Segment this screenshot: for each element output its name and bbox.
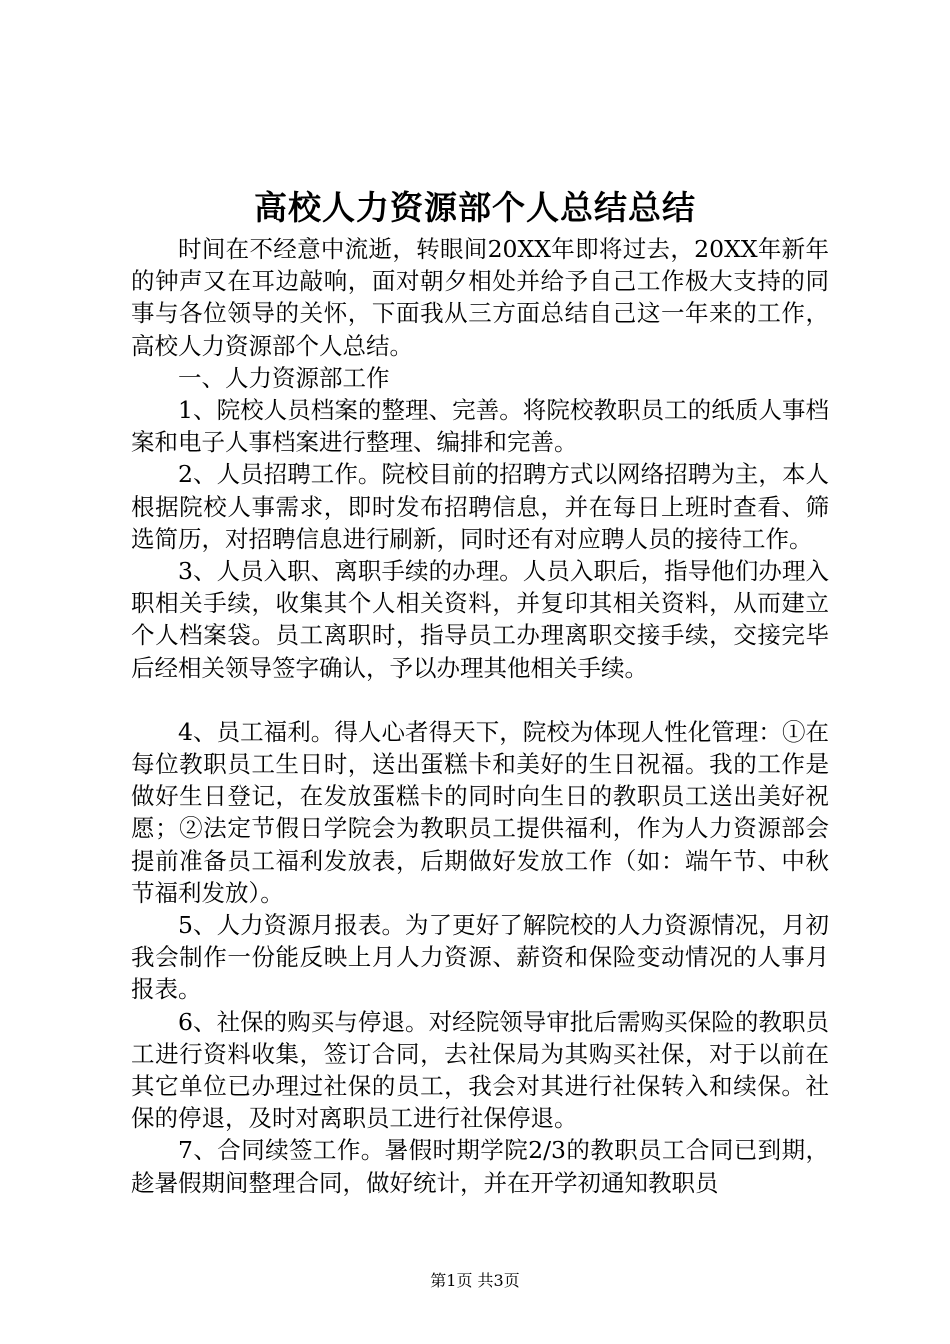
paragraph-item-1: 1、院校人员档案的整理、完善。将院校教职员工的纸质人事档案和电子人事档案进行整理、编排和完善。 — [131, 396, 829, 457]
paragraph-item-7: 7、合同续签工作。暑假时期学院2/3的教职员工合同已到期，趁暑假期间整理合同，做好统计，并在开学初通知教职员 — [131, 1136, 829, 1197]
page-number-footer: 第1页 共3页 — [430, 1271, 520, 1290]
paragraph-item-3: 3、人员入职、离职手续的办理。人员入职后，指导他们办理入职相关手续，收集其个人相关资料，并复印其相关资料，从而建立个人档案袋。员工离职时，指导员工办理离职交接手续，交接完毕后经相关领导签字确认，予以办理其他相关手续。 — [131, 557, 829, 682]
document-body — [131, 233, 829, 1199]
section-heading: 一、人力资源部工作 — [178, 363, 390, 392]
paragraph-item-5: 5、人力资源月报表。为了更好了解院校的人力资源情况，月初我会制作一份能反映上月人力资源、薪资和保险变动情况的人事月报表。 — [131, 911, 829, 1004]
paragraph-item-6: 6、社保的购买与停退。对经院领导审批后需购买保险的教职员工进行资料收集，签订合同，去社保局为其购买社保，对于以前在其它单位已办理过社保的员工，我会对其进行社保转入和续保。社保的停退，及时对离职员工进行社保停退。 — [131, 1007, 829, 1133]
paragraph-item-4: 4、员工福利。得人心者得天下，院校为体现人性化管理：①在每位教职员工生日时，送出蛋糕卡和美好的生日祝福。我的工作是做好生日登记，在发放蛋糕卡的同时向生日的教职员工送出美好祝愿；②法定节假日学院会为教职员工提供福利，作为人力资源部会提前准备员工福利发放表，后期做好发放工作（如：端午节、中秋节福利发放）。 — [131, 717, 829, 907]
document-title: 高校人力资源部个人总结总结 — [254, 188, 696, 227]
paragraph-intro: 时间在不经意中流逝，转眼间20XX年即将过去，20XX年新年的钟声又在耳边敲响，面对朝夕相处并给予自己工作极大支持的同事与各位领导的关怀，下面我从三方面总结自己这一年来的工作，高校人力资源部个人总结。 — [131, 235, 829, 360]
paragraph-item-2: 2、人员招聘工作。院校目前的招聘方式以网络招聘为主，本人根据院校人事需求，即时发布招聘信息，并在每日上班时查看、筛选简历，对招聘信息进行刷新，同时还有对应聘人员的接待工作。 — [131, 460, 829, 553]
